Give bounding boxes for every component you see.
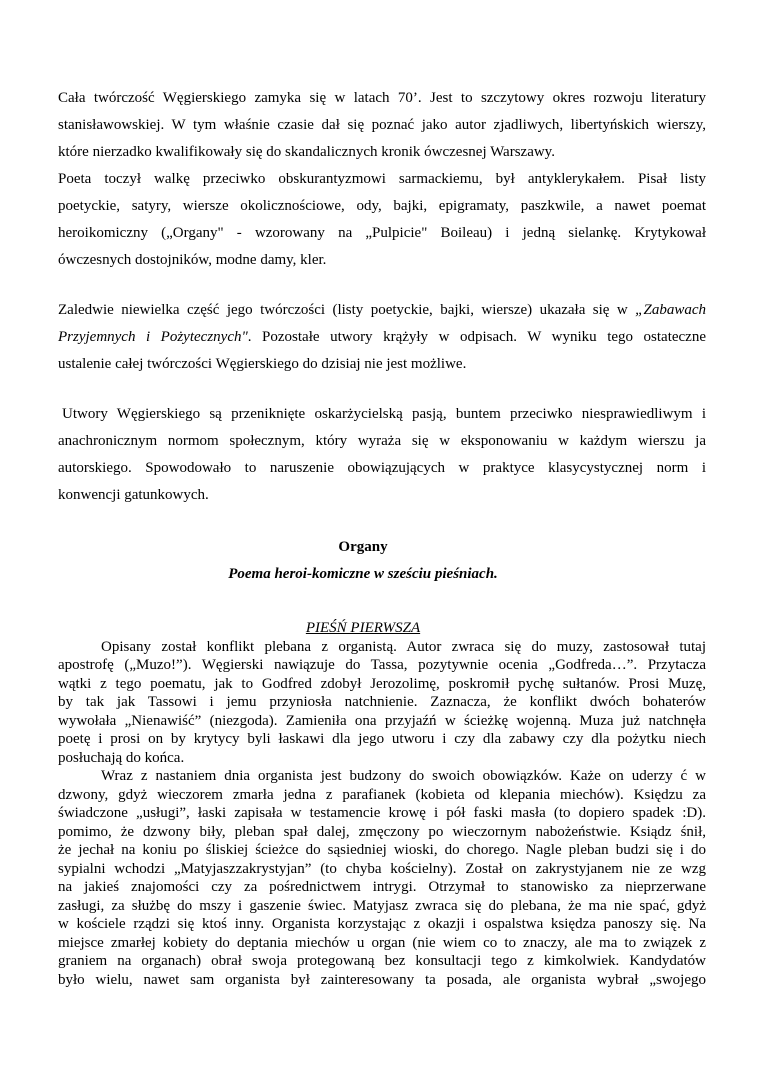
text-segment: Zaledwie niewielka część jego twórczości (listy poetyckie, bajki, wiersze) ukazała się w [58,302,636,318]
text-line: pomimo, że dzwony biły, pleban spał dalej, zmęczony po wieczornym nabożeństwie. Ksiądz śnił, [58,823,706,840]
text-line: Cała twórczość Węgierskiego zamyka się w latach 70’. Jest to szczytowy okres rozwoju literatury [58,90,706,106]
text-line: ustalenie całej twórczości Węgierskiego do dzisiaj nie jest możliwe. [58,356,467,372]
song-section [0,619,760,989]
text-line: apostrofę („Muzo!”). Węgierski nawiązuje do Tassa, pozytywnie ocenia „Godfreda…”. Przytacza [58,657,706,673]
text-line [58,297,706,324]
song-paragraph-2 [58,767,706,989]
song-title: PIEŚŃ PIERWSZA [305,620,421,636]
text-line: wątki z tego poematu, jak to Godfred zdobył Jerozolimę, poskromił pychę sułtanów. Prosi Muzę, [58,675,706,692]
poem-title: Organy [338,539,388,555]
text-line: poetyckie, satyry, wiersze okolicznościowe, ody, bajki, epigramaty, paszkwile, a nawet poemat [58,198,706,214]
text-line: konwencji gatunkowych. [58,487,209,503]
text-line: poetę i prosi on by krytycy byli łaskawi dla jego utworu i czy dla zabawy czy dla pożytku niech [58,731,706,747]
text-line: heroikomiczny („Organy" - wzorowany na „Pulpicie" Boileau) i jedną sielankę. Krytykował [58,225,706,241]
intro-paragraph-1 [58,85,706,166]
intro-paragraph-2 [58,166,706,274]
text-line: Poeta toczył walkę przeciwko obskurantyzmowi sarmackiemu, był antyklerykałem. Pisał listy [58,171,706,187]
text-line: ówczesnych dostojników, modne damy, kler. [58,252,327,268]
text-line [58,324,706,351]
text-line: w kościele rządzi się ktoś inny. Organista korzystając z okazji i ospalstwa księdza panoszy się. Na [58,916,706,932]
text-line: było wielu, nawet sam organista był zainteresowany ta posada, ale organista wybrał „swojego [58,971,706,988]
intro-paragraph-3 [58,297,706,378]
italic-title-segment: Przyjemnych i Pożytecznych" [58,329,248,345]
text-line: na jakieś znajomości czy za pośrednictwem intrygi. Otrzymał to stanowisko za nieprzerwane [58,879,706,895]
text-line: miejsce zmarłej kobiety do deptania miechów u organ (nie wiem co to znaczy, ale ma to związek z [58,934,706,951]
text-line: które nierzadko kwalifikowały się do skandalicznych kronik ówczesnej Warszawy. [58,144,555,160]
text-line: że jechał na koniu po śliskiej ścieżce do sąsiedniej wioski, do chorego. Nagle pleban budzi się i do [58,842,706,858]
text-line: autorskiego. Spowodowało to naruszenie obowiązujących w praktyce klasycystycznej norm i [58,460,706,476]
text-line: świadczone „usługi”, łaski zapisała w testamencie krowę i pół faski masła (to dopiero spadek :D). [58,805,706,821]
text-segment: . Pozostałe utwory krążyły w odpisach. W wyniku tego ostateczne [247,329,707,345]
text-line: wywołała „Nienawiść” (niezgoda). Zamieniła ona przyjaźń w ścieżkę wojenną. Muza już natchnęła [58,712,706,729]
text-line: dzwony, gdyż wieczorem zmarła jedna z parafianek (kobieta od klepania miechów). Księdzu za [58,786,706,803]
song-paragraph-1 [58,638,706,768]
text-line: sypialni wchodzi „Matyjaszzakrystyjan” (to chyba kościelny). Został on zakrystyjanem nie ze wzg [58,860,706,877]
text-line: posłuchają do końca. [58,749,185,766]
text-line: stanisławowskiej. W tym właśnie czasie dał się poznać jako autor zjadliwych, libertyńskich wierszy, [58,117,706,133]
text-line: zasługi, za służbę do mszy i gaszenie świec. Matyjasz zwraca się do plebana, że ma nie spać, gdyż [58,897,706,914]
text-line: by tak jak Tassowi i jemu przyniosła natchnienie. Zaznacza, że konflikt dwóch bohaterów [58,694,706,710]
poem-subtitle: Poema heroi-komiczne w sześciu pieśniach. [228,566,498,582]
text-line: anachronicznym normom społecznym, który wyraża się w eksponowaniu w każdym wierszu ja [58,433,706,449]
text-line: graniem na organach) obrał swoja protegowaną bez konsultacji tego z kimkolwiek. Kandydatów [58,953,706,969]
italic-title-segment: „Zabawach [635,302,706,318]
text-line: Opisany został konflikt plebana z organistą. Autor zwraca się do muzy, zastosował tutaj [101,638,706,655]
intro-paragraph-4 [58,401,706,509]
text-line: Wraz z nastaniem dnia organista jest budzony do swoich obowiązków. Każe on uderzy ć w [101,768,706,784]
text-line: Utwory Węgierskiego są przeniknięte oskarżycielską pasją, buntem przeciwko niesprawiedliwym i [62,406,706,422]
